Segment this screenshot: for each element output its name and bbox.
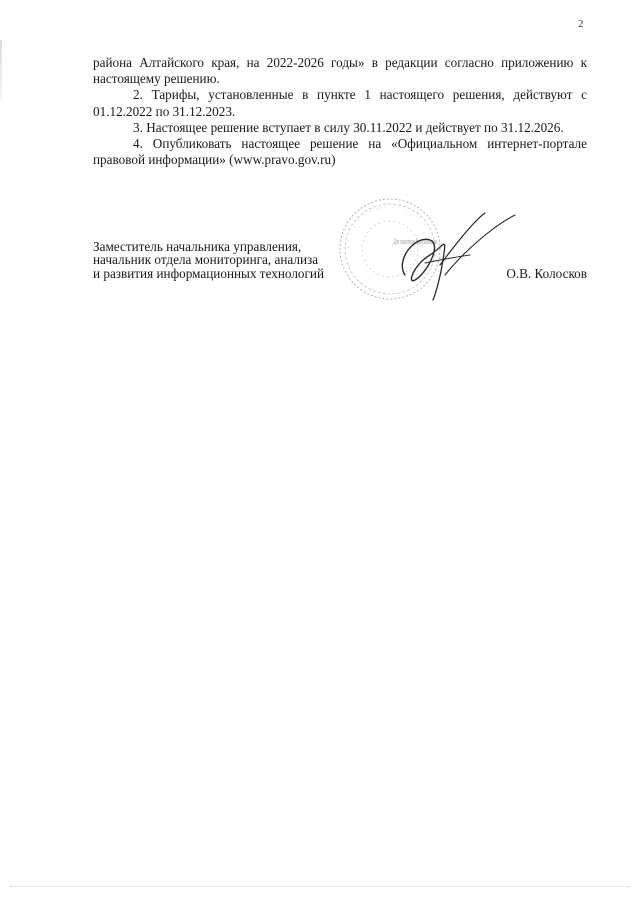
paragraph-item-2: 2. Тарифы, установленные в пункте 1 настоящего решения, действуют с 01.12.2022 по 31.12.2023. — [93, 87, 587, 119]
signature-block — [93, 240, 587, 300]
document-body — [93, 55, 587, 168]
stamp-text: Для пакетов документов — [392, 237, 438, 246]
signer-position-line: Заместитель начальника управления, — [93, 239, 302, 254]
svg-text:· · · · · · · · · · · · · · ·: · · · · · · · · · · · · · · · · · · · · · · · — [343, 202, 437, 284]
paragraph-item-3: 3. Настоящее решение вступает в силу 30.11.2022 и действует по 31.12.2026. — [133, 119, 564, 135]
signer-position — [93, 240, 324, 280]
signer-name: О.В. Колосков — [506, 266, 587, 281]
scan-edge-artifact — [0, 40, 2, 100]
paragraph-continuation: района Алтайского края, на 2022-2026 годы» в редакции согласно приложению к настоящему решению. — [93, 55, 587, 87]
paragraph-item-4: 4. Опубликовать настоящее решение на «Официальном интернет-портале правовой информации» (www.pravo.gov.ru) — [93, 136, 587, 168]
page-number: 2 — [578, 18, 584, 30]
scan-bottom-edge — [10, 885, 630, 887]
signer-position-line: и развития информационных технологий — [93, 265, 325, 281]
signer-position-line: начальник отдела мониторинга, анализа — [93, 252, 319, 268]
